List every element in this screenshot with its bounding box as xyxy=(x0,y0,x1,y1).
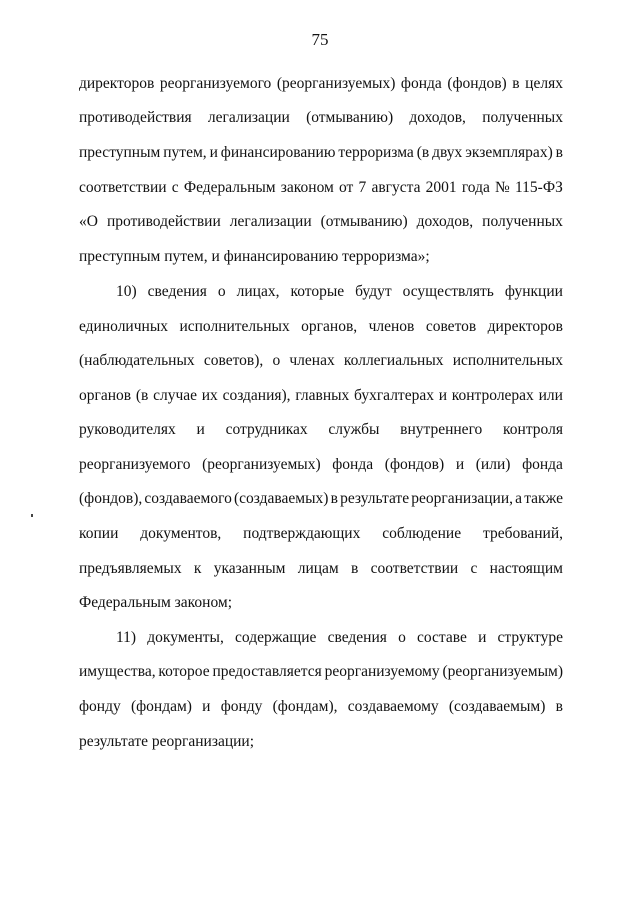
margin-mark xyxy=(31,514,33,517)
word: (фондов), xyxy=(79,490,143,507)
word: сведения xyxy=(327,629,387,646)
word: легализации xyxy=(229,213,312,230)
word: (отмыванию) xyxy=(306,109,394,126)
word: 115-ФЗ xyxy=(515,179,563,196)
word: Федеральным xyxy=(183,179,276,196)
word: (создаваемым) xyxy=(448,698,546,715)
word: легализации xyxy=(207,109,290,126)
page-number: 75 xyxy=(311,30,329,49)
word: исполнительных xyxy=(452,352,563,369)
word: 10) xyxy=(116,283,137,300)
word: будут xyxy=(355,283,392,300)
word: подтверждающих xyxy=(243,525,361,542)
word: августа xyxy=(371,179,421,196)
word: (наблюдательных xyxy=(79,352,195,369)
word: с xyxy=(470,560,478,577)
item-10-first-line xyxy=(116,282,563,302)
item-11-first-line xyxy=(116,628,563,648)
word: целях xyxy=(525,75,563,92)
word: членах xyxy=(289,352,335,369)
text-line-6: преступным путем, и финансированию терроризма»; xyxy=(79,248,430,265)
text-line-1 xyxy=(79,74,563,94)
word: документы, xyxy=(147,629,224,646)
text-line-5 xyxy=(79,212,563,232)
word: указанным xyxy=(213,560,286,577)
word: в xyxy=(555,698,563,715)
word: (фондам) xyxy=(130,698,192,715)
word: полученных xyxy=(482,213,563,230)
word: реорганизуемого xyxy=(79,456,191,473)
word: фонда xyxy=(400,75,442,92)
word: результате xyxy=(340,490,410,507)
word: соблюдение xyxy=(382,525,462,542)
word: (реорганизуемых) xyxy=(276,75,396,92)
word: двух xyxy=(432,144,463,161)
word: с xyxy=(171,179,179,196)
word: контроля xyxy=(503,421,563,438)
text-line-13 xyxy=(79,489,563,509)
word: требований, xyxy=(483,525,563,542)
word: документов, xyxy=(140,525,222,542)
word: содержащие xyxy=(235,629,317,646)
text-line-19 xyxy=(79,697,563,717)
word: (или) xyxy=(475,456,511,473)
word: 2001 xyxy=(425,179,457,196)
text-line-16: Федеральным законом; xyxy=(79,594,233,611)
word: коллегиальных xyxy=(343,352,444,369)
word: противодействия xyxy=(79,109,192,126)
word: (в xyxy=(135,387,149,404)
text-line-20: результате реорганизации; xyxy=(79,733,255,750)
word: преступным xyxy=(79,144,161,161)
word: (создаваемых) xyxy=(234,490,329,507)
word: сотрудниках xyxy=(225,421,308,438)
word: (отмыванию) xyxy=(320,213,408,230)
word: и xyxy=(196,421,205,438)
word: терроризма xyxy=(338,144,414,161)
word: полученных xyxy=(482,109,563,126)
word: в xyxy=(512,75,520,92)
word: создаваемому xyxy=(347,698,439,715)
text-line-4 xyxy=(79,178,563,198)
word: а xyxy=(515,490,523,507)
text-line-9 xyxy=(79,351,563,371)
word: и xyxy=(209,144,218,161)
word: внутреннего xyxy=(400,421,483,438)
word: в xyxy=(555,144,563,161)
word: (реорганизуемых) xyxy=(202,456,321,473)
word: фонду xyxy=(220,698,263,715)
word: которое xyxy=(158,663,210,680)
word: о xyxy=(217,283,226,300)
word: 7 xyxy=(358,179,367,196)
word: года xyxy=(461,179,490,196)
word: в xyxy=(330,490,338,507)
word: в xyxy=(351,560,359,577)
word: членов xyxy=(368,318,415,335)
word: структуре xyxy=(497,629,563,646)
word: случае xyxy=(153,387,198,404)
word: директоров xyxy=(79,75,155,92)
word: органов, xyxy=(301,318,358,335)
word: от xyxy=(339,179,354,196)
word: экземплярах) xyxy=(465,144,553,161)
word: № xyxy=(495,179,510,196)
word: советов xyxy=(425,318,477,335)
text-line-18 xyxy=(79,662,563,682)
word: о xyxy=(272,352,281,369)
word: директоров xyxy=(487,318,563,335)
word: которые xyxy=(290,283,345,300)
word: реорганизации, xyxy=(411,490,513,507)
word: доходов, xyxy=(409,109,466,126)
word: или xyxy=(538,387,563,404)
word: также xyxy=(524,490,563,507)
word: имущества, xyxy=(79,663,156,680)
text-line-15 xyxy=(79,559,563,579)
word: фонда xyxy=(522,456,563,473)
word: предъявляемых xyxy=(79,560,182,577)
word: соответствии xyxy=(79,179,167,196)
word: составе xyxy=(417,629,467,646)
word: фонду xyxy=(79,698,121,715)
text-line-11 xyxy=(79,420,563,440)
word: настоящим xyxy=(489,560,563,577)
word: реорганизуемого xyxy=(159,75,272,92)
word: осуществлять xyxy=(402,283,494,300)
word: и xyxy=(455,456,465,473)
word: предоставляется xyxy=(212,663,322,680)
word: 11) xyxy=(116,629,137,646)
word: «О xyxy=(79,213,98,230)
text-line-10 xyxy=(79,386,563,406)
word: соответствии xyxy=(370,560,459,577)
word: копии xyxy=(79,525,119,542)
text-line-8 xyxy=(79,317,563,337)
word: к xyxy=(193,560,202,577)
word: создаваемого xyxy=(144,490,232,507)
word: фонда xyxy=(332,456,374,473)
word: лицах, xyxy=(236,283,280,300)
word: доходов, xyxy=(416,213,474,230)
word: советов), xyxy=(203,352,264,369)
word: их xyxy=(201,387,218,404)
text-line-12 xyxy=(79,455,563,475)
word: путем, xyxy=(163,144,207,161)
word: единоличных xyxy=(79,318,168,335)
word: органов xyxy=(79,387,132,404)
word: функции xyxy=(504,283,563,300)
word: (фондов) xyxy=(447,75,507,92)
word: противодействии xyxy=(106,213,221,230)
word: (фондов) xyxy=(384,456,445,473)
word: бухгалтерах xyxy=(354,387,434,404)
word: исполнительных xyxy=(179,318,290,335)
word: реорганизуемому xyxy=(324,663,440,680)
word: законом xyxy=(280,179,334,196)
word: о xyxy=(398,629,406,646)
word: службы xyxy=(328,421,380,438)
word: и xyxy=(202,698,211,715)
word: создания), xyxy=(222,387,291,404)
text-line-14 xyxy=(79,524,563,544)
word: (фондам), xyxy=(272,698,338,715)
word: и xyxy=(478,629,487,646)
word: (в xyxy=(416,144,430,161)
word: и xyxy=(438,387,448,404)
word: руководителях xyxy=(79,421,176,438)
word: сведения xyxy=(147,283,207,300)
text-line-2 xyxy=(79,108,563,128)
text-line-3 xyxy=(79,143,563,163)
word: лицам xyxy=(297,560,339,577)
word: (реорганизуемым) xyxy=(442,663,563,680)
word: контролерах xyxy=(451,387,534,404)
word: главных xyxy=(295,387,350,404)
word: финансированию xyxy=(220,144,336,161)
